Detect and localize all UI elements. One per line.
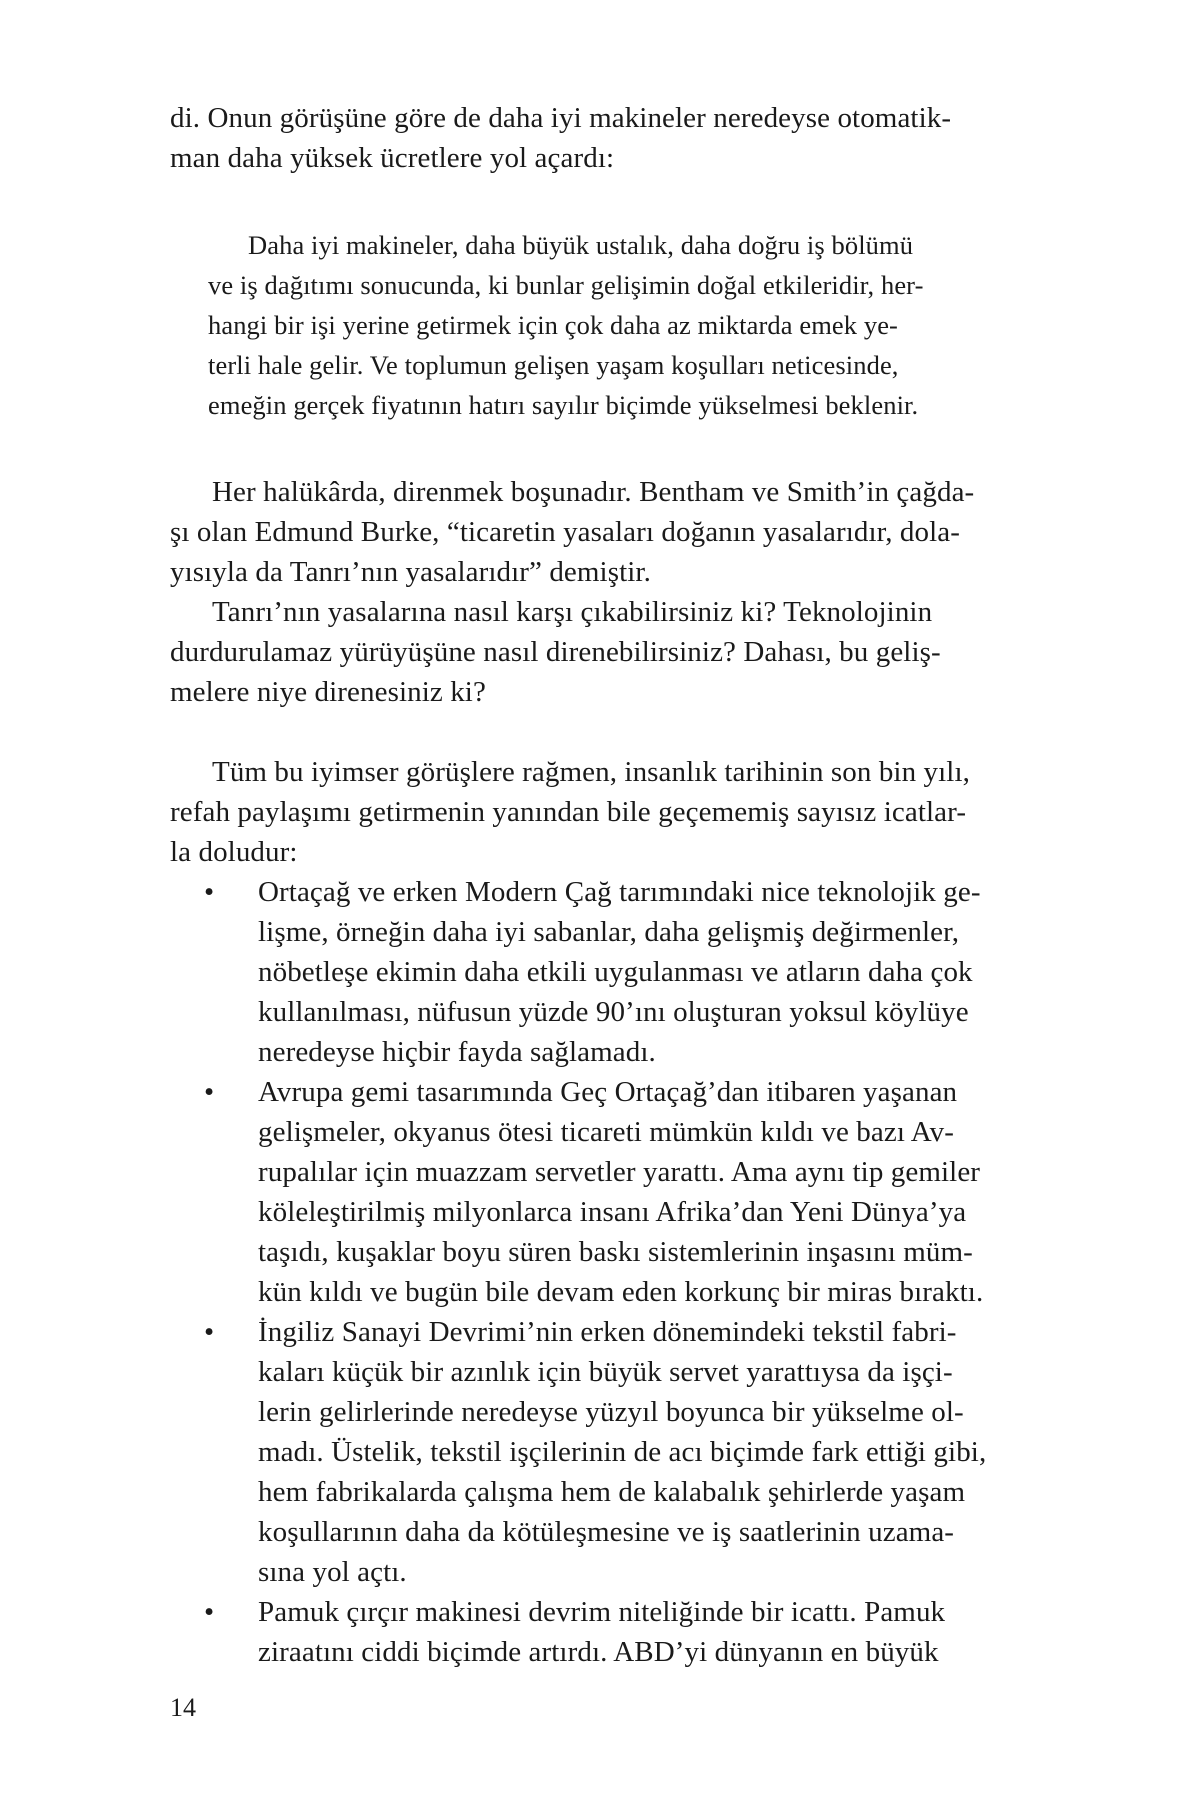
- text-line: Tanrı’nın yasalarına nasıl karşı çıkabilirsiniz ki? Teknolojinin: [212, 596, 933, 628]
- text-line: koşullarının daha da kötüleşmesine ve iş saatlerinin uzama-: [258, 1516, 955, 1548]
- text-line: yısıyla da Tanrı’nın yasalarıdır” demiştir.: [170, 556, 651, 588]
- text-line: neredeyse hiçbir fayda sağlamadı.: [258, 1036, 656, 1068]
- text-line: Pamuk çırçır makinesi devrim niteliğinde bir icattı. Pamuk: [258, 1596, 946, 1628]
- page-number: 14: [170, 1693, 196, 1722]
- text-line: lişme, örneğin daha iyi sabanlar, daha gelişmiş değirmenler,: [258, 916, 960, 948]
- quote-line: emeğin gerçek fiyatının hatırı sayılır biçimde yükselmesi beklenir.: [208, 390, 919, 420]
- text-line: Her halükârda, direnmek boşunadır. Bentham ve Smith’in çağda-: [212, 476, 975, 508]
- text-line: şı olan Edmund Burke, “ticaretin yasaları doğanın yasalarıdır, dola-: [170, 516, 960, 548]
- bullet-icon: •: [204, 1316, 215, 1348]
- text-line: sına yol açtı.: [258, 1556, 407, 1588]
- text-line: di. Onun görüşüne göre de daha iyi makineler neredeyse otomatik-: [170, 102, 952, 134]
- text-line: refah paylaşımı getirmenin yanından bile geçememiş sayısız icatlar-: [170, 796, 967, 828]
- bullet-icon: •: [204, 1596, 215, 1628]
- text-line: durdurulamaz yürüyüşüne nasıl direnebilirsiniz? Dahası, bu geliş-: [170, 636, 941, 668]
- text-line: man daha yüksek ücretlere yol açardı:: [170, 142, 615, 174]
- text-line: melere niye direnesiniz ki?: [170, 676, 486, 708]
- bullet-icon: •: [204, 876, 215, 908]
- text-line: Avrupa gemi tasarımında Geç Ortaçağ’dan itibaren yaşanan: [258, 1076, 958, 1108]
- text-line: gelişmeler, okyanus ötesi ticareti mümkün kıldı ve bazı Av-: [258, 1116, 955, 1148]
- text-line: ziraatını ciddi biçimde artırdı. ABD’yi dünyanın en büyük: [258, 1636, 939, 1668]
- text-line: İngiliz Sanayi Devrimi’nin erken dönemindeki tekstil fabri-: [258, 1316, 957, 1348]
- text-line: Ortaçağ ve erken Modern Çağ tarımındaki nice teknolojik ge-: [258, 876, 981, 908]
- text-line: kaları küçük bir azınlık için büyük servet yarattıysa da işçi-: [258, 1356, 953, 1388]
- text-line: la doludur:: [170, 836, 298, 868]
- quote-line: ve iş dağıtımı sonucunda, ki bunlar gelişimin doğal etkileridir, her-: [208, 270, 924, 300]
- text-line: taşıdı, kuşaklar boyu süren baskı sistemlerinin inşasını müm-: [258, 1236, 973, 1268]
- bullet-icon: •: [204, 1076, 215, 1108]
- text-line: nöbetleşe ekimin daha etkili uygulanması ve atların daha çok: [258, 956, 973, 988]
- text-line: kün kıldı ve bugün bile devam eden korkunç bir miras bıraktı.: [258, 1276, 984, 1308]
- text-line: köleleştirilmiş milyonlarca insanı Afrika’dan Yeni Dünya’ya: [258, 1196, 967, 1228]
- text-line: kullanılması, nüfusun yüzde 90’ını oluşturan yoksul köylüye: [258, 996, 969, 1028]
- quote-line: Daha iyi makineler, daha büyük ustalık, daha doğru iş bölümü: [248, 230, 914, 260]
- text-line: lerin gelirlerinde neredeyse yüzyıl boyunca bir yükselme ol-: [258, 1396, 964, 1428]
- text-line: madı. Üstelik, tekstil işçilerinin de acı biçimde fark ettiği gibi,: [258, 1436, 987, 1468]
- text-line: Tüm bu iyimser görüşlere rağmen, insanlık tarihinin son bin yılı,: [212, 756, 970, 788]
- text-line: hem fabrikalarda çalışma hem de kalabalık şehirlerde yaşam: [258, 1476, 966, 1508]
- quote-line: hangi bir işi yerine getirmek için çok daha az miktarda emek ye-: [208, 310, 898, 340]
- text-line: rupalılar için muazzam servetler yarattı. Ama aynı tip gemiler: [258, 1156, 981, 1188]
- quote-line: terli hale gelir. Ve toplumun gelişen yaşam koşulları neticesinde,: [208, 350, 899, 380]
